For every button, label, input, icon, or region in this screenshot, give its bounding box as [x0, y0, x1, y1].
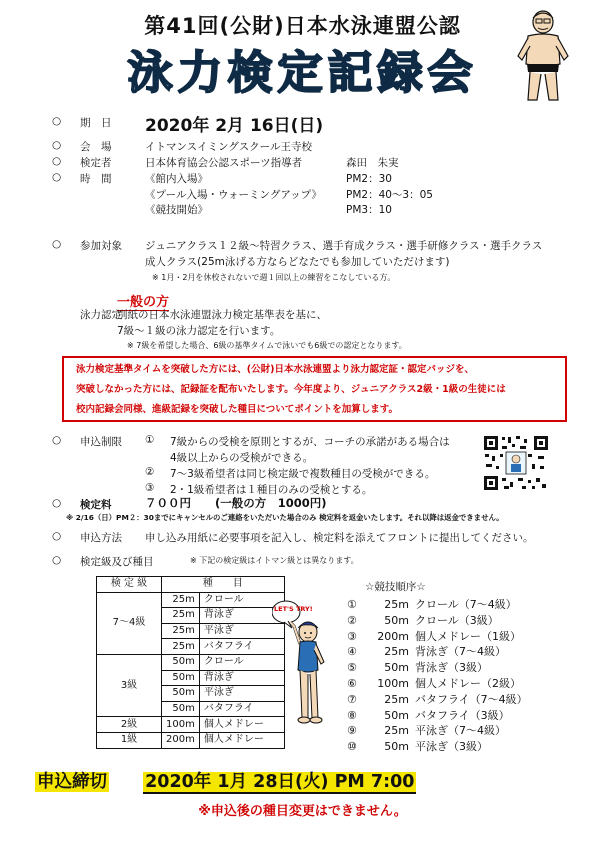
examiner-value: 日本体育協会公認スポーツ指導者 [145, 157, 303, 169]
order-num: ② [347, 613, 357, 627]
bullet: ○ [52, 139, 62, 151]
grade-class: 2級 [97, 717, 162, 733]
event-stroke: バタフライ [199, 701, 284, 717]
order-event: クロール（3級） [415, 613, 499, 627]
event-distance: 50m [162, 686, 200, 702]
time-entry-value: PM3：10 [346, 204, 392, 216]
order-distance: 25m [384, 692, 409, 706]
order-title: ☆競技順序☆ [365, 581, 426, 593]
table-row [97, 592, 285, 608]
restriction-text: 4級以上からの受検ができる。 [170, 452, 314, 464]
order-num: ⑦ [347, 692, 357, 706]
event-stroke: 背泳ぎ [199, 670, 284, 686]
eligibility-line: ジュニアクラス１２級〜特習クラス、選手育成クラス・選手研修クラス・選手クラス [145, 240, 543, 252]
time-entry-label: 《競技開始》 [145, 204, 208, 216]
header-event: 種 目 [162, 577, 285, 593]
bullet: ○ [52, 434, 62, 446]
order-distance: 50m [384, 613, 409, 627]
eligibility-label: 参加対象 [80, 240, 122, 252]
time-entry-label: 《館内入場》 [145, 173, 208, 185]
order-item [347, 643, 506, 659]
order-event: 背泳ぎ（7〜4級） [415, 645, 506, 659]
event-stroke: クロール [199, 592, 284, 608]
event-distance: 25m [162, 639, 200, 655]
deadline [35, 768, 416, 793]
header-class: 検 定 級 [97, 577, 162, 593]
order-event: 背泳ぎ（3級） [415, 661, 488, 675]
certification-label: 泳力認定 [80, 309, 122, 321]
restriction-text: 2・1級希望者は１種目のみの受検とする。 [170, 484, 373, 496]
certification-line: 7級〜１級の泳力認定を行います。 [117, 325, 281, 337]
certification-line: 別紙の日本水泳連盟泳力検定基準表を基に、 [117, 309, 327, 321]
event-subtitle: 第41回(公財)日本水泳連盟公認 [144, 14, 461, 38]
order-item [347, 659, 488, 675]
refund-note: ※ 2/16（日）PM２：30までにキャンセルのご連絡をいただいた場合のみ 検定料を返金いたします。それ以降は返金できません。 [66, 513, 504, 522]
time-entry-value: PM2：40〜3：05 [346, 189, 433, 201]
bullet: ○ [52, 554, 62, 566]
event-stroke: 背泳ぎ [199, 608, 284, 624]
bullet: ○ [52, 238, 62, 250]
order-event: バタフライ（7〜4級） [415, 692, 528, 706]
bullet: ○ [52, 115, 62, 127]
order-num: ① [347, 598, 357, 611]
bullet: ○ [52, 530, 62, 542]
certificate-notice [62, 356, 567, 422]
order-num: ⑩ [347, 740, 357, 754]
notice-line: 校内記録会同様、進級記録を突破した種目についてポイントを加算します。 [76, 404, 399, 415]
time-entry-label: 《プール入場・ウォーミングアップ》 [145, 189, 322, 201]
grade-class: 7〜4級 [97, 592, 162, 654]
grade-class: 1級 [97, 732, 162, 748]
event-distance: 25m [162, 623, 200, 639]
restriction-text: 7〜3級希望者は同じ検定級で複数種目の受検ができる。 [170, 468, 436, 480]
examiner-name: 森田 朱実 [346, 157, 399, 169]
event-distance: 25m [162, 592, 200, 608]
apply-label: 申込方法 [80, 532, 122, 544]
order-num: ④ [347, 645, 357, 659]
time-label: 時 間 [80, 173, 112, 185]
order-event: 平泳ぎ（3級） [415, 740, 488, 754]
order-distance: 50m [384, 708, 409, 722]
examiner-label: 検定者 [80, 157, 112, 169]
order-item [347, 675, 521, 691]
qr-code-icon [482, 434, 550, 492]
restriction-num: ② [145, 466, 155, 478]
event-stroke: 個人メドレー [199, 717, 284, 733]
general-public-heading: 一般の方 [117, 291, 169, 311]
event-date: 2020年 2月 16日(日) [145, 116, 324, 136]
order-distance: 25m [384, 724, 409, 738]
table-row [97, 654, 285, 670]
table-row [97, 732, 285, 748]
notice-line: 泳力検定基準タイムを突破した方には、(公財)日本水泳連盟より泳力認定証・認定バッジを、 [76, 364, 474, 375]
restriction-num: ③ [145, 482, 155, 494]
order-distance: 50m [384, 661, 409, 675]
order-event: クロール（7〜4級） [415, 598, 517, 611]
coach-man-icon [510, 8, 576, 106]
speech-text: LET'S TRY! [274, 605, 313, 613]
eligibility-note: ※ 1月・2月を休校されないで週１回以上の練習をこなしている方。 [152, 273, 396, 282]
restriction-num: ① [145, 434, 155, 446]
event-distance: 25m [162, 608, 200, 624]
order-distance: 25m [384, 598, 409, 611]
order-event: 個人メドレー（2級） [415, 677, 521, 690]
event-distance: 50m [162, 654, 200, 670]
event-distance: 100m [162, 717, 200, 733]
event-stroke: 平泳ぎ [199, 623, 284, 639]
order-event: バタフライ（3級） [415, 708, 510, 722]
apply-text: 申し込み用紙に必要事項を記入し、検定料を添えてフロントに提出してください。 [145, 532, 534, 544]
bullet: ○ [52, 171, 62, 183]
deadline-value: 2020年 1月 28日(火) PM 7:00 [145, 772, 415, 792]
event-title: 泳力検定記録会 [127, 46, 478, 99]
restriction-label: 申込制限 [80, 436, 122, 448]
event-stroke: 個人メドレー [199, 732, 284, 748]
order-num: ⑥ [347, 677, 357, 690]
order-distance: 100m [377, 677, 409, 690]
table-row [97, 717, 285, 733]
order-num: ⑨ [347, 724, 357, 738]
order-distance: 50m [384, 740, 409, 754]
order-distance: 25m [384, 645, 409, 659]
grade-class: 3級 [97, 654, 162, 716]
order-item [347, 691, 528, 707]
venue-value: イトマンスイミングスクール王寺校 [145, 141, 312, 153]
fee-value: ７００円 [145, 496, 191, 510]
order-num: ③ [347, 629, 357, 643]
restriction-text: 7級からの受検を原則とするが、コーチの承諾がある場合は [170, 436, 450, 448]
time-entry-value: PM2：30 [346, 173, 392, 185]
bullet: ○ [52, 155, 62, 167]
event-stroke: バタフライ [199, 639, 284, 655]
grades-label: 検定級及び種目 [80, 556, 154, 568]
date-label: 期 日 [80, 117, 112, 129]
venue-label: 会 場 [80, 141, 112, 153]
order-item [347, 612, 499, 628]
bullet: ○ [52, 497, 62, 509]
event-distance: 50m [162, 670, 200, 686]
event-distance: 200m [162, 732, 200, 748]
order-num: ⑤ [347, 661, 357, 675]
event-distance: 50m [162, 701, 200, 717]
eligibility-line: 成人クラス(25m泳げる方ならどなたでも参加していただけます) [145, 256, 450, 268]
order-item [347, 596, 517, 612]
order-event: 平泳ぎ（7〜4級） [415, 724, 506, 738]
event-stroke: クロール [199, 654, 284, 670]
certification-note: ※ 7級を希望した場合、6級の基準タイムで泳いでも6級での認定となります。 [127, 341, 407, 350]
fee-label: 検定料 [80, 499, 112, 511]
fee-general: (一般の方 1000円) [215, 496, 327, 510]
no-change-note: ※申込後の種目変更はできません。 [198, 804, 407, 819]
order-distance: 200m [377, 629, 409, 643]
order-item [347, 738, 488, 754]
grades-note: ※ 下記の検定級はイトマン級とは異なります。 [190, 556, 359, 565]
notice-line: 突破しなかった方には、記録証を配布いたします。今年度より、ジュニアクラス2級・1級の生徒には [76, 384, 506, 395]
order-item [347, 722, 506, 738]
table-header-row [97, 577, 285, 593]
order-item [347, 628, 521, 644]
order-event: 個人メドレー（1級） [415, 629, 521, 643]
order-item [347, 707, 510, 723]
grade-table [96, 576, 285, 749]
swimmer-girl-icon [272, 596, 346, 736]
deadline-label: 申込締切 [37, 772, 107, 792]
order-num: ⑧ [347, 708, 357, 722]
event-stroke: 平泳ぎ [199, 686, 284, 702]
